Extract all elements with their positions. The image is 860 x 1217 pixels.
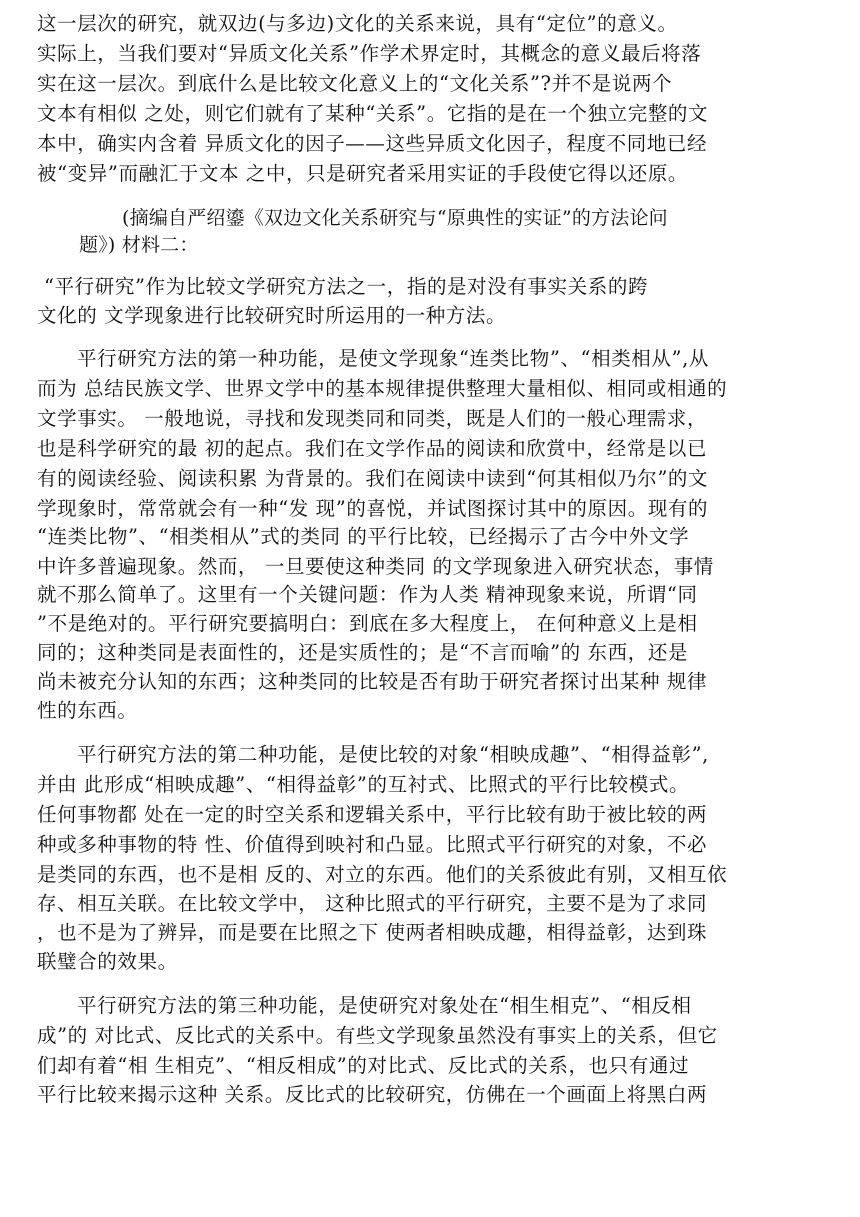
- text-line: 平行比较来揭示这种 关系。反比式的比较研究，仿佛在一个画面上将黑白两: [37, 1083, 708, 1106]
- text-line: 而为 总结民族文学、世界文学中的基本规律提供整理大量相似、相同或相通的: [37, 377, 728, 400]
- text-line: 被“变异”而融汇于文本 之中，只是研究者采用实证的手段使它得以还原。: [37, 162, 689, 185]
- text-line: 同的；这种类同是表面性的，还是实质性的；是“不言而喻”的 东西，还是: [37, 641, 689, 664]
- text-line: 本中，确实内含着 异质文化的因子——这些异质文化因子，程度不同地已经: [37, 132, 708, 155]
- text-line: 是类同的东西，也不是相 反的、对立的东西。他们的关系彼此有别，又相互依: [37, 863, 728, 886]
- text-line: 们却有着“相 生相克”、“相反相成”的对比式、反比式的关系，也只有通过: [37, 1054, 690, 1077]
- text-line: 文化的 文学现象进行比较研究时所运用的一种方法。: [37, 304, 507, 327]
- text-line: 平行研究方法的第一种功能，是使文学现象“连类比物”、“相类相从”,从: [77, 347, 709, 370]
- text-line: ，也不是为了辨异，而是要在比照之下 使两者相映成趣，相得益彰，达到珠: [37, 921, 708, 944]
- text-line: 平行研究方法的第二种功能，是使比较的对象“相映成趣”、“相得益彰”,: [77, 743, 709, 766]
- text-line: 成”的 对比式、反比式的关系中。有些文学现象虽然没有事实上的关系，但它: [37, 1024, 718, 1047]
- text-line: 联璧合的效果。: [37, 950, 178, 973]
- text-line: 实际上，当我们要对“异质文化关系”作学术界定时，其概念的意义最后将落: [37, 42, 702, 65]
- text-line: 中许多普遍现象。然而， 一旦要使这种类同 的文学现象进入研究状态，事情: [37, 555, 714, 578]
- text-line: 文学事实。 一般地说，寻找和发现类同和同类，既是人们的一般心理需求，: [37, 407, 708, 430]
- text-line: 平行研究方法的第三种功能，是使研究对象处在“相生相克”、“相反相: [77, 994, 692, 1017]
- text-line: 就不那么简单了。这里有一个关键问题：作为人类 精神现象来说，所谓“同: [37, 583, 698, 606]
- text-line: 有的阅读经验、阅读积累 为背景的。我们在阅读中读到“何其相似乃尔”的文: [37, 467, 709, 490]
- citation-line: (摘编自严绍鎏《双边文化关系研究与“原典性的实证”的方法论问: [122, 207, 668, 229]
- section-label: 题》) 材料二：: [79, 234, 199, 256]
- text-line: 文本有相似 之处，则它们就有了某种“关系”。它指的是在一个独立完整的文: [37, 102, 709, 125]
- text-line: ”不是绝对的。平行研究要搞明白：到底在多大程度上， 在何种意义上是相: [37, 612, 698, 635]
- text-line: 尚未被充分认知的东西；这种类同的比较是否有助于研究者探讨出某种 规律: [37, 670, 708, 693]
- text-line: 性的东西。: [37, 699, 138, 722]
- text-line: 实在这一层次。到底什么是比较文化意义上的“文化关系”?并不是说两个: [37, 72, 673, 95]
- text-line: 种或多种事物的特 性、价值得到映衬和凸显。比照式平行研究的对象，不必: [37, 833, 708, 856]
- text-line: 任何事物都 处在一定的时空关系和逻辑关系中，平行比较有助于被比较的两: [37, 803, 708, 826]
- text-line: 也是科学研究的最 初的起点。我们在文学作品的阅读和欣赏中，经常是以已: [37, 437, 708, 460]
- text-line: 存、相互关联。在比较文学中， 这种比照式的平行研究，主要不是为了求同: [37, 892, 708, 915]
- text-line: 并由 此形成“相映成趣”、“相得益彰”的互衬式、比照式的平行比较模式。: [37, 773, 690, 796]
- text-line: “连类比物”、“相类相从”式的类同 的平行比较，已经揭示了古今中外文学: [37, 525, 690, 548]
- text-line: “平行研究”作为比较文学研究方法之一，指的是对没有事实关系的跨: [44, 275, 649, 298]
- text-line: 学现象时，常常就会有一种“发 现”的喜悦，并试图探讨其中的原因。现有的: [37, 497, 709, 520]
- text-line: 这一层次的研究，就双边(与多边)文化的关系来说，具有“定位”的意义。: [37, 12, 678, 35]
